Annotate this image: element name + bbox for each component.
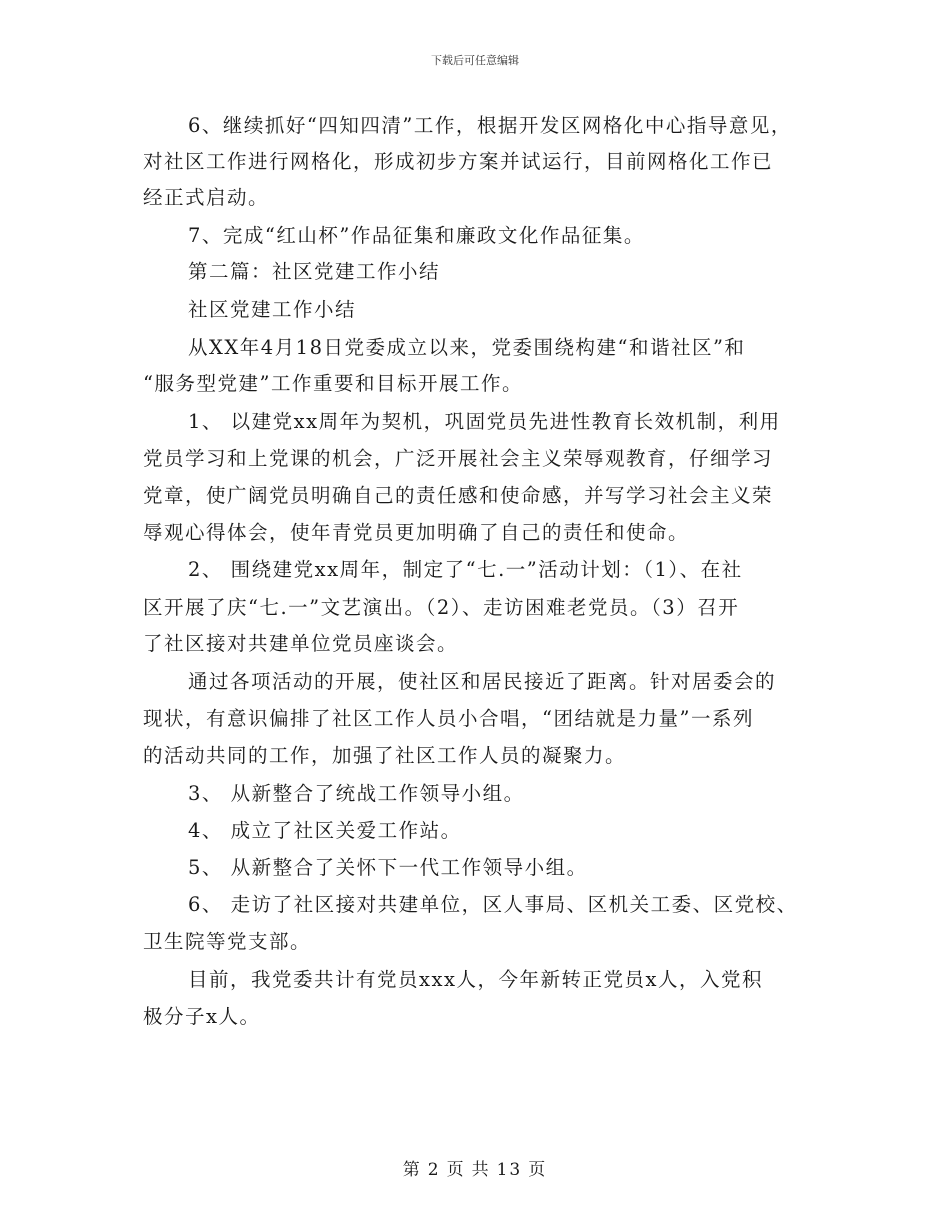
body-line: 通过各项活动的开展，使社区和居民接近了距离。针对居委会的 <box>188 670 777 693</box>
section-subheading: 社区党建工作小结 <box>188 298 357 321</box>
body-line: 4、 成立了社区关爱工作站。 <box>188 819 462 842</box>
page-label: 第 <box>402 1160 422 1180</box>
body-line: 目前，我党委共计有党员xxx人，今年新转正党员x人，入党积 <box>188 968 763 991</box>
body-line: 了社区接对共建单位党员座谈会。 <box>143 632 459 655</box>
body-line: 从XX年4月18日党委成立以来，党委围绕构建“和谐社区”和 <box>188 336 746 359</box>
body-line: 5、 从新整合了关怀下一代工作领导小组。 <box>188 856 588 879</box>
body-line: 现状，有意识偏排了社区工作人员小合唱，“团结就是力量”一系列 <box>143 707 754 730</box>
body-line: 党员学习和上党课的机会，广泛开展社会主义荣辱观教育，仔细学习 <box>143 447 774 470</box>
page-number-footer <box>0 1155 950 1180</box>
body-line: 区开展了庆“七.一”文艺演出。（2）、走访困难老党员。（3）召开 <box>143 596 740 619</box>
body-line: 6、 走访了社区接对共建单位，区人事局、区机关工委、区党校、 <box>188 893 798 916</box>
body-line: 2、 围绕建党xx周年，制定了“七.一”活动计划：（1）、在社 <box>188 558 743 581</box>
body-line: 党章，使广阔党员明确自己的责任感和使命感，并写学习社会主义荣 <box>143 484 774 507</box>
current-page-number: 2 <box>427 1160 441 1180</box>
body-line: 卫生院等党支部。 <box>143 930 312 953</box>
body-line: 极分子x人。 <box>143 1005 261 1028</box>
page-header-note: 下载后可任意编辑 <box>431 54 519 67</box>
body-line: 的活动共同的工作，加强了社区工作人员的凝聚力。 <box>143 744 627 767</box>
total-label: 共 <box>471 1160 491 1180</box>
total-unit: 页 <box>528 1160 548 1180</box>
body-line: 6、继续抓好“四知四清”工作，根据开发区网格化中心指导意见， <box>188 114 792 137</box>
section-heading: 第二篇：社区党建工作小结 <box>188 260 441 283</box>
body-line: 7、完成“红山杯”作品征集和廉政文化作品征集。 <box>188 224 645 247</box>
body-line: “服务型党建”工作重要和目标开展工作。 <box>143 372 523 395</box>
total-pages-number: 13 <box>496 1160 523 1180</box>
body-line: 1、 以建党xx周年为契机，巩固党员先进性教育长效机制，利用 <box>188 410 781 433</box>
body-line: 对社区工作进行网格化，形成初步方案并试运行，目前网格化工作已 <box>143 150 774 173</box>
body-line: 辱观心得体会，使年青党员更加明确了自己的责任和使命。 <box>143 521 690 544</box>
body-line: 经正式启动。 <box>143 186 270 209</box>
page-unit: 页 <box>446 1160 466 1180</box>
body-line: 3、 从新整合了统战工作领导小组。 <box>188 782 525 805</box>
